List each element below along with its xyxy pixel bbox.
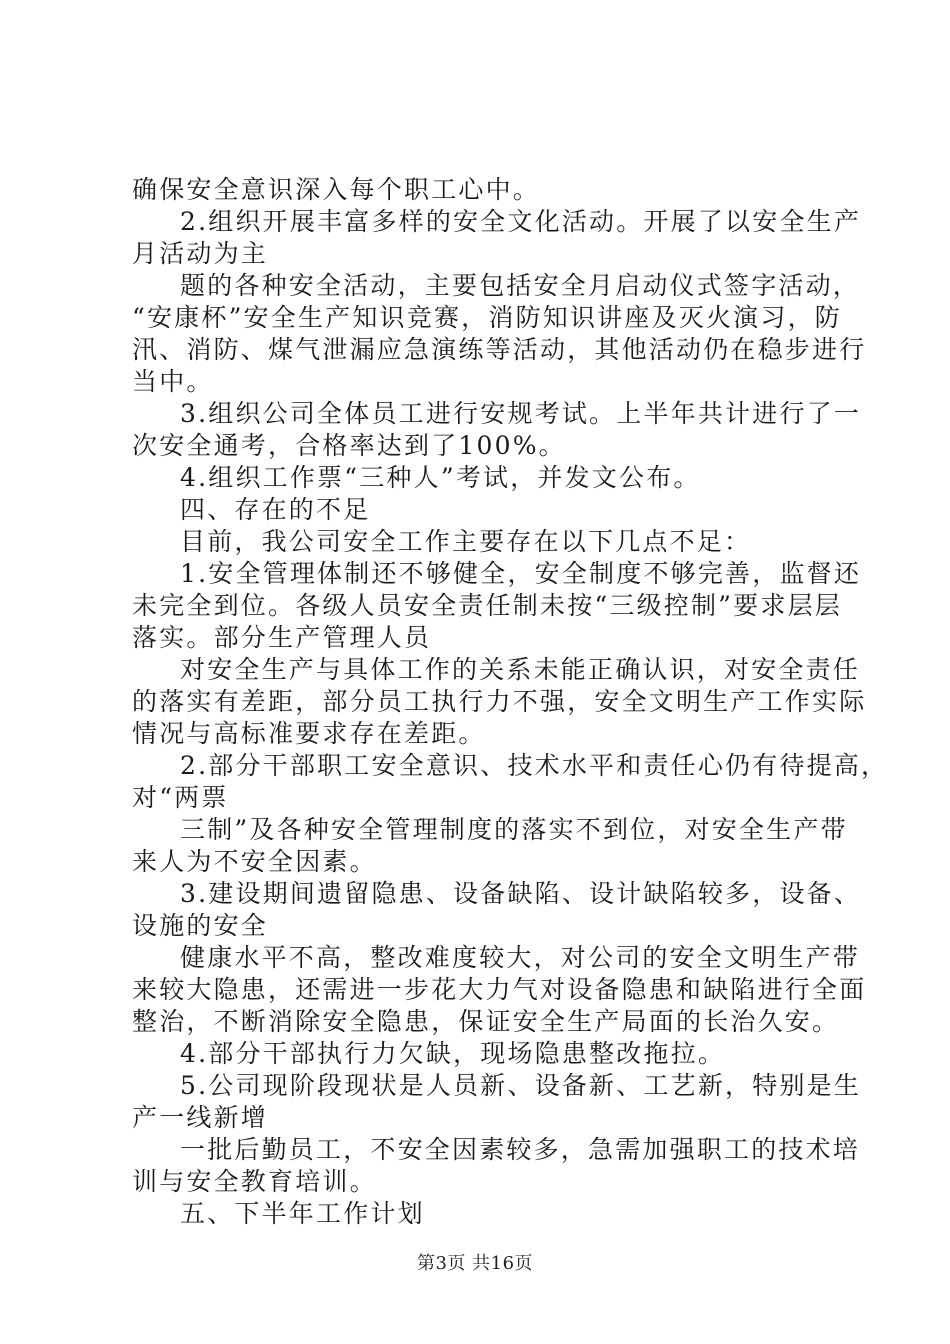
text-line: 2.组织开展丰富多样的安全文化活动。开展了以安全生产	[180, 207, 862, 236]
text-line: 训与安全教育培训。	[132, 1167, 377, 1196]
text-line: 月活动为主	[132, 239, 269, 268]
text-line: 健康水平不高，整改难度较大，对公司的安全文明生产带	[180, 943, 861, 972]
section-heading: 四、存在的不足	[180, 495, 371, 524]
text-line: 整治，不断消除安全隐患，保证安全生产局面的长治久安。	[132, 1007, 840, 1036]
text-line: 的落实有差距，部分员工执行力不强，安全文明生产工作实际	[132, 687, 867, 716]
text-line: 产一线新增	[132, 1103, 269, 1132]
text-line: 来较大隐患，还需进一步花大力气对设备隐患和缺陷进行全面	[132, 975, 867, 1004]
text-line: 对“两票	[132, 783, 229, 812]
text-line: 次安全通考，合格率达到了100%。	[132, 431, 566, 460]
text-line: 目前，我公司安全工作主要存在以下几点不足：	[180, 527, 752, 556]
text-line: 4.部分干部执行力欠缺，现场隐患整改拖拉。	[180, 1039, 726, 1068]
text-line: 设施的安全	[132, 911, 269, 940]
text-line: 汛、消防、煤气泄漏应急演练等活动，其他活动仍在稳步进行	[132, 335, 867, 364]
text-line: 3.组织公司全体员工进行安规考试。上半年共计进行了一	[180, 399, 862, 428]
text-line: “安康杯”安全生产知识竞赛，消防知识讲座及灭火演习，防	[132, 303, 842, 332]
text-line: 4.组织工作票“三种人”考试，并发文公布。	[180, 463, 701, 492]
text-line: 确保安全意识深入每个职工心中。	[132, 175, 541, 204]
text-line: 题的各种安全活动，主要包括安全月启动仪式签字活动，	[180, 271, 861, 300]
text-line: 来人为不安全因素。	[132, 847, 377, 876]
text-line: 情况与高标准要求存在差距。	[132, 719, 486, 748]
text-line: 三制”及各种安全管理制度的落实不到位，对安全生产带	[180, 815, 848, 844]
text-line: 落实。部分生产管理人员	[132, 623, 432, 652]
text-line: 2.部分干部职工安全意识、技术水平和责任心仍有待提高，	[180, 751, 889, 780]
section-heading: 五、下半年工作计划	[180, 1199, 425, 1228]
text-line: 5.公司现阶段现状是人员新、设备新、工艺新，特别是生	[180, 1071, 862, 1100]
text-line: 当中。	[132, 367, 214, 396]
text-line: 一批后勤员工，不安全因素较多，急需加强职工的技术培	[180, 1135, 861, 1164]
text-line: 1.安全管理体制还不够健全，安全制度不够完善，监督还	[180, 559, 862, 588]
text-line: 3.建设期间遗留隐患、设备缺陷、设计缺陷较多，设备、	[180, 879, 862, 908]
page-number-footer: 第3页 共16页	[416, 1253, 534, 1274]
text-line: 对安全生产与具体工作的关系未能正确认识，对安全责任	[180, 655, 861, 684]
text-line: 未完全到位。各级人员安全责任制未按“三级控制”要求层层	[132, 591, 842, 620]
